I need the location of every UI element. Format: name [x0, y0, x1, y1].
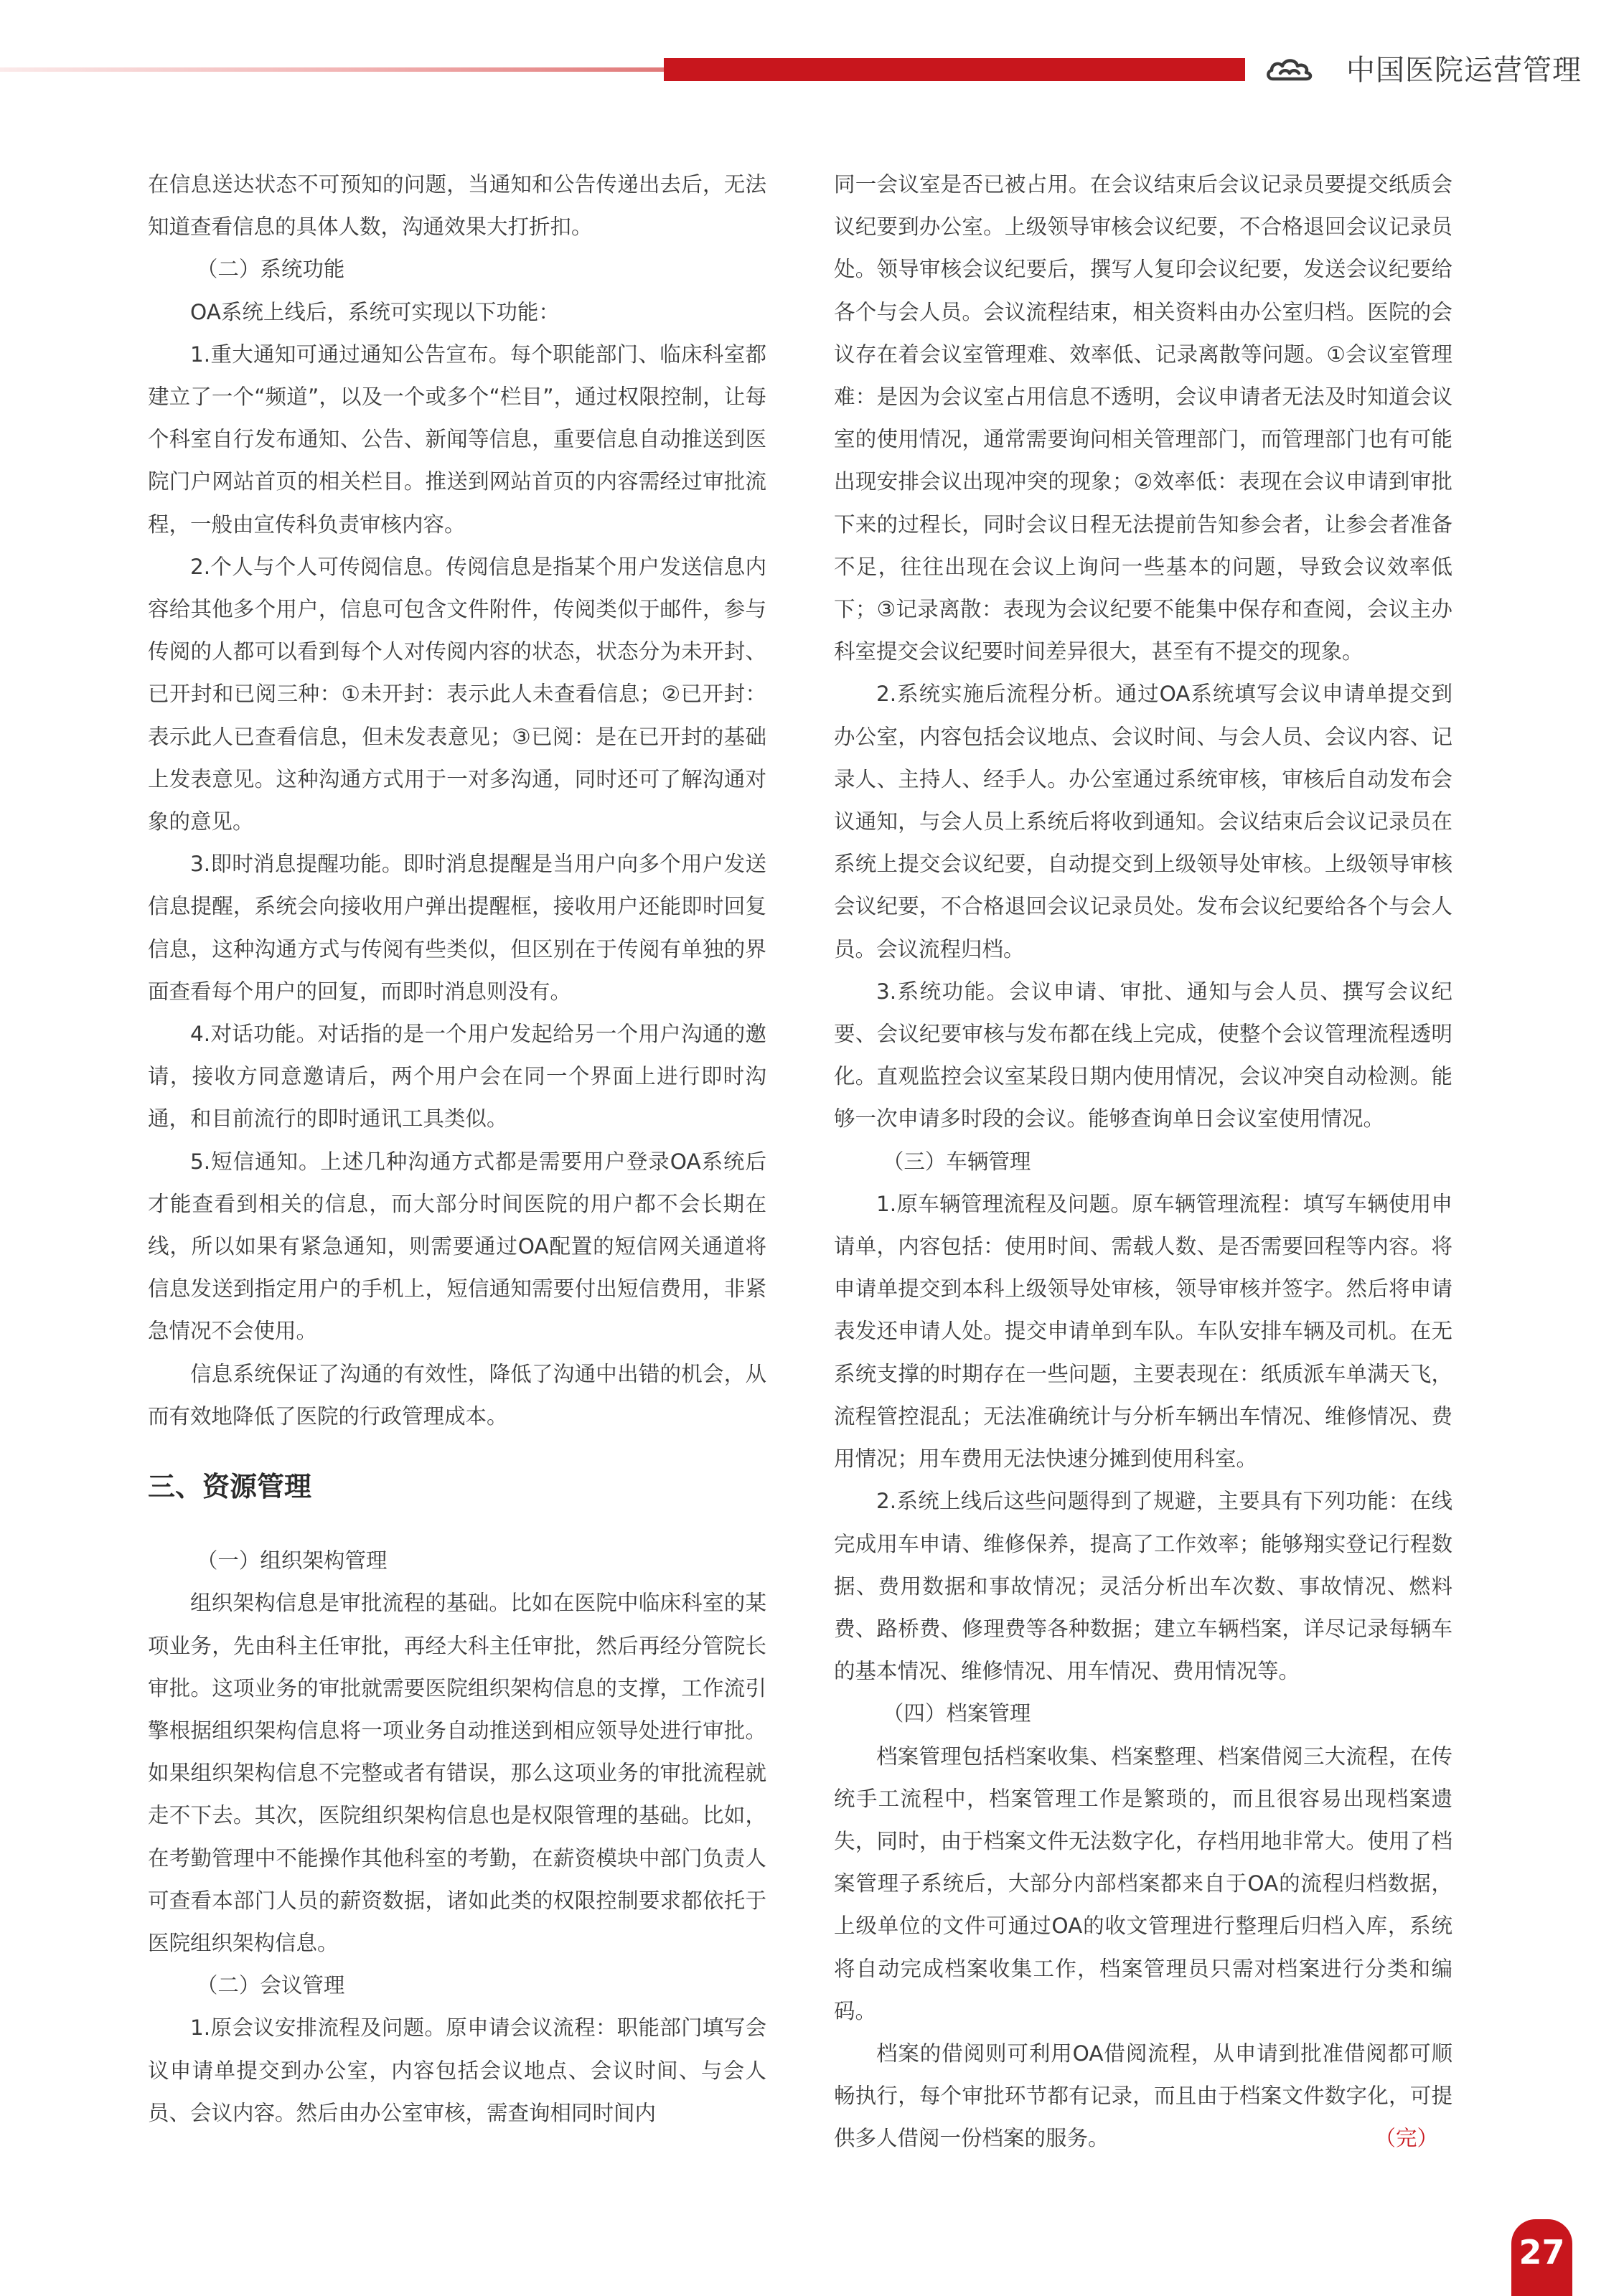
cloud-logo-icon — [1264, 53, 1315, 86]
paragraph: 组织架构信息是审批流程的基础。比如在医院中临床科室的某项业务，先由科主任审批，再经大科主任审批，然后再经分管院长审批。这项业务的审批就需要医院组织架构信息的支撑，工作流引擎根据组织架构信息将一项业务自动推送到相应领导处进行审批。如果组织架构信息不完整或者有错误，那么这项业务的审批流程就走不下去。其次，医院组织架构信息也是权限管理的基础。比如，在考勤管理中不能操作其他科室的考勤，在薪资模块中部门负责人可查看本部门人员的薪资数据，诸如此类的权限控制要求都依托于医院组织架构信息。 — [148, 1591, 766, 1955]
paragraph-last — [834, 2033, 1452, 2160]
subsection-heading-meeting-management: （二）会议管理 — [196, 1973, 345, 1998]
paragraph: OA系统上线后，系统可实现以下功能： — [190, 299, 560, 324]
section-heading-resource-management: 三、资源管理 — [148, 1471, 312, 1503]
paragraph: 同一会议室是否已被占用。在会议结束后会议记录员要提交纸质会议纪要到办公室。上级领导审核会议纪要，不合格退回会议记录员处。领导审核会议纪要后，撰写人复印会议纪要，发送会议纪要给各个与会人员。会议流程结束，相关资料由办公室归档。医院的会议存在着会议室管理难、效率低、记录离散等问题。①会议室管理难：是因为会议室占用信息不透明，会议申请者无法及时知道会议室的使用情况，通常需要询问相关管理部门，而管理部门也有可能出现安排会议出现冲突的现象；②效率低：表现在会议申请到审批下来的过程长，同时会议日程无法提前告知参会者，让参会者准备不足，往往出现在会议上询问一些基本的问题，导致会议效率低下；③记录离散：表现为会议纪要不能集中保存和查阅，会议主办科室提交会议纪要时间差异很大，甚至有不提交的现象。 — [834, 172, 1452, 664]
page-number: 27 — [1511, 2219, 1572, 2296]
paragraph: 5.短信通知。上述几种沟通方式都是需要用户登录OA系统后才能查看到相关的信息，而大部分时间医院的用户都不会长期在线，所以如果有紧急通知，则需要通过OA配置的短信网关通道将信息发送到指定用户的手机上，短信通知需要付出短信费用，非紧急情况不会使用。 — [148, 1149, 766, 1344]
paragraph: 1.原车辆管理流程及问题。原车辆管理流程：填写车辆使用申请单，内容包括：使用时间、需载人数、是否需要回程等内容。将申请单提交到本科上级领导处审核，领导审核并签字。然后将申请表发还申请人处。提交申请单到车队。车队安排车辆及司机。在无系统支撑的时期存在一些问题，主要表现在：纸质派车单满天飞，流程管控混乱；无法准确统计与分析车辆出车情况、维修情况、费用情况；用车费用无法快速分摊到使用科室。 — [834, 1191, 1452, 1472]
magazine-title: 中国医院运营管理 — [1346, 54, 1582, 87]
paragraph: 4.对话功能。对话指的是一个用户发起给另一个用户沟通的邀请，接收方同意邀请后，两个用户会在同一个界面上进行即时沟通，和目前流行的即时通讯工具类似。 — [148, 1022, 766, 1131]
paragraph: 在信息送达状态不可预知的问题，当通知和公告传递出去后，无法知道查看信息的具体人数，沟通效果大打折扣。 — [148, 172, 766, 240]
paragraph: 2.系统实施后流程分析。通过OA系统填写会议申请单提交到办公室，内容包括会议地点、会议时间、与会人员、会议内容、记录人、主持人、经手人。办公室通过系统审核，审核后自动发布会议通知，与会人员上系统后将收到通知。会议结束后会议记录员在系统上提交会议纪要，自动提交到上级领导处审核。上级领导审核会议纪要，不合格退回会议记录员处。发布会议纪要给各个与会人员。会议流程归档。 — [834, 682, 1452, 961]
right-column — [834, 164, 1452, 2160]
paragraph: 信息系统保证了沟通的有效性，降低了沟通中出错的机会，从而有效地降低了医院的行政管理成本。 — [148, 1361, 766, 1429]
paragraph: 3.系统功能。会议申请、审批、通知与会人员、撰写会议纪要、会议纪要审核与发布都在线上完成，使整个会议管理流程透明化。直观监控会议室某段日期内使用情况，会议冲突自动检测。能够一次申请多时段的会议。能够查询单日会议室使用情况。 — [834, 979, 1452, 1131]
paragraph: 1.重大通知可通过通知公告宣布。每个职能部门、临床科室都建立了一个“频道”，以及一个或多个“栏目”，通过权限控制，让每个科室自行发布通知、公告、新闻等信息，重要信息自动推送到医院门户网站首页的相关栏目。推送到网站首页的内容需经过审批流程，一般由宣传科负责审核内容。 — [148, 342, 766, 537]
subsection-heading-org-structure: （一）组织架构管理 — [196, 1548, 388, 1573]
paragraph: 档案管理包括档案收集、档案整理、档案借阅三大流程，在传统手工流程中，档案管理工作是繁琐的，而且很容易出现档案遗失，同时，由于档案文件无法数字化，存档用地非常大。使用了档案管理子系统后，大部分内部档案都来自于OA的流程归档数据，上级单位的文件可通过OA的收文管理进行整理后归档入库，系统将自动完成档案收集工作，档案管理员只需对档案进行分类和编码。 — [834, 1744, 1452, 2023]
subsection-heading-system-functions: （二）系统功能 — [196, 257, 345, 282]
subsection-heading-archive-management: （四）档案管理 — [882, 1701, 1031, 1726]
left-column — [148, 164, 766, 2135]
subsection-heading-vehicle-management: （三）车辆管理 — [882, 1149, 1031, 1174]
header-gradient-line — [0, 67, 664, 72]
paragraph: 2.系统上线后这些问题得到了规避，主要具有下列功能：在线完成用车申请、维修保养，提高了工作效率；能够翔实登记行程数据、费用数据和事故情况；灵活分析出车次数、事故情况、燃料费、路桥费、修理费等各种数据；建立车辆档案，详尽记录每辆车的基本情况、维修情况、用车情况、费用情况等。 — [834, 1489, 1452, 1684]
paragraph: 3.即时消息提醒功能。即时消息提醒是当用户向多个用户发送信息提醒，系统会向接收用户弹出提醒框，接收用户还能即时回复信息，这种沟通方式与传阅有些类似，但区别在于传阅有单独的界面查看每个用户的回复，而即时消息则没有。 — [148, 852, 766, 1004]
paragraph-text: 档案的借阅则可利用OA借阅流程，从申请到批准借阅都可顺畅执行，每个审批环节都有记录，而且由于档案文件数字化，可提供多人借阅一份档案的服务。 — [834, 2041, 1452, 2151]
header-red-bar — [664, 58, 1245, 81]
paragraph: 2.个人与个人可传阅信息。传阅信息是指某个用户发送信息内容给其他多个用户，信息可包含文件附件，传阅类似于邮件，参与传阅的人都可以看到每个人对传阅内容的状态，状态分为未开封、已开封和已阅三种：①未开封：表示此人未查看信息；②已开封：表示此人已查看信息，但未发表意见；③已阅：是在已开封的基础上发表意见。这种沟通方式用于一对多沟通，同时还可了解沟通对象的意见。 — [148, 554, 766, 834]
end-mark: （完） — [1374, 2126, 1438, 2151]
paragraph: 1.原会议安排流程及问题。原申请会议流程：职能部门填写会议申请单提交到办公室，内容包括会议地点、会议时间、与会人员、会议内容。然后由办公室审核，需查询相同时间内 — [148, 2015, 766, 2125]
